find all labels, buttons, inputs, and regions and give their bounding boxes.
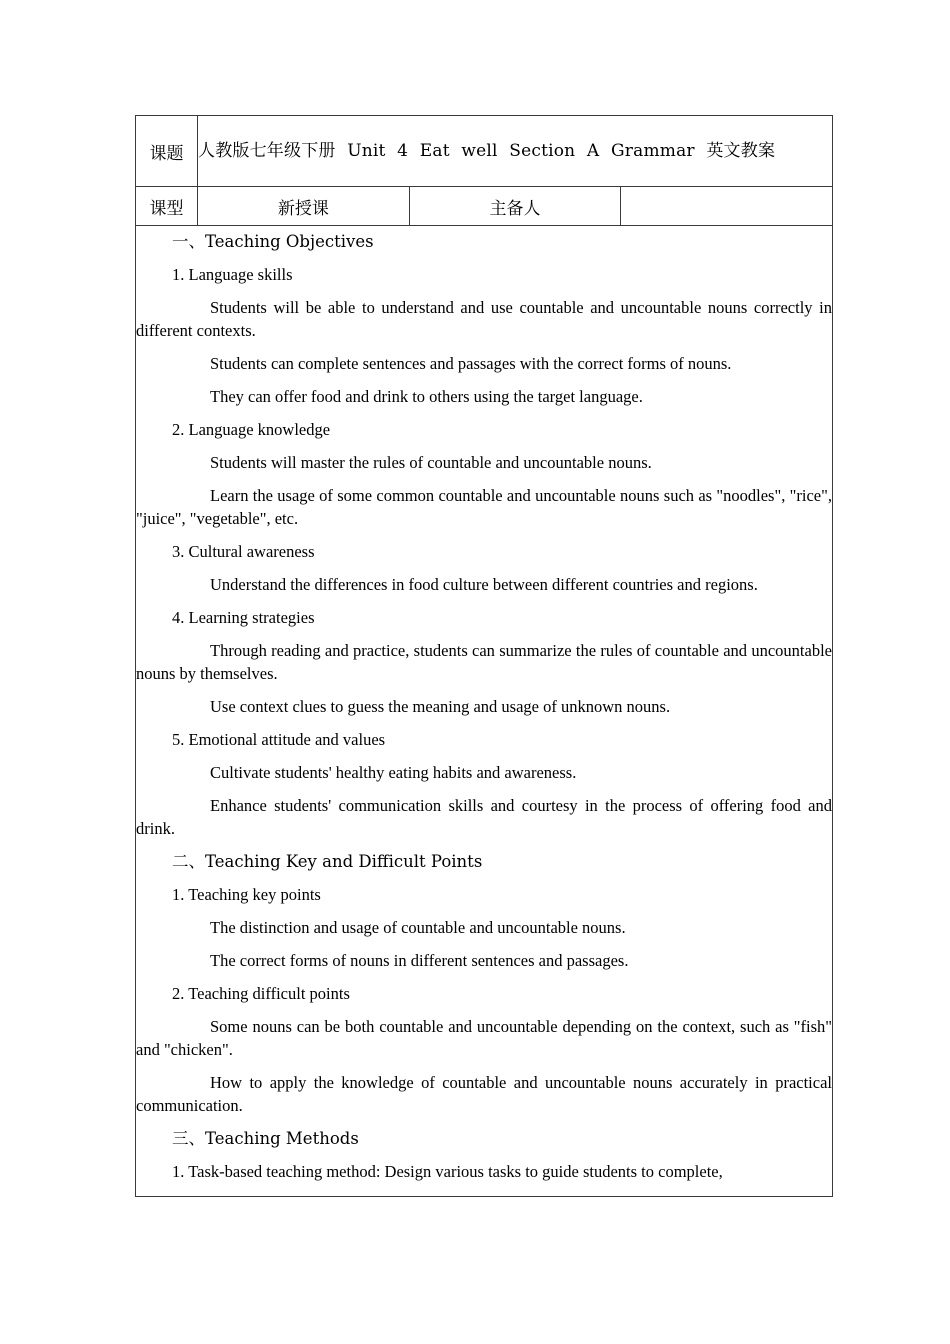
body-paragraph: Enhance students' communication skills and courtesy in the process of offering food and drink.: [136, 796, 832, 838]
body-paragraph: Students can complete sentences and passages with the correct forms of nouns.: [210, 354, 732, 373]
body-paragraph: Use context clues to guess the meaning and usage of unknown nouns.: [210, 697, 671, 716]
section-heading: 三、Teaching Methods: [172, 1129, 359, 1148]
lesson-plan-table: [135, 115, 833, 1197]
list-item: 2. Language knowledge: [172, 420, 331, 439]
body-paragraph: They can offer food and drink to others using the target language.: [210, 387, 643, 406]
list-item: 4. Learning strategies: [172, 608, 315, 627]
list-item: 2. Teaching difficult points: [172, 984, 350, 1003]
list-item: 3. Cultural awareness: [172, 542, 315, 561]
list-item: 1. Teaching key points: [172, 885, 321, 904]
table-row-content: [136, 226, 833, 1197]
list-item: 5. Emotional attitude and values: [172, 730, 386, 749]
body-paragraph: How to apply the knowledge of countable and uncountable nouns accurately in practical communication.: [136, 1073, 832, 1115]
class-type-value-cell: 新授课: [198, 187, 410, 226]
body-paragraph: The correct forms of nouns in different sentences and passages.: [210, 951, 629, 970]
topic-value-cell: 人教版七年级下册 Unit 4 Eat well Section A Grammar 英文教案: [198, 116, 833, 187]
body-paragraph: Some nouns can be both countable and uncountable depending on the context, such as "fish" and "chicken".: [136, 1017, 832, 1059]
topic-label-cell: 课题: [136, 116, 198, 187]
list-item: 1. Task-based teaching method: Design various tasks to guide students to complete,: [172, 1162, 723, 1181]
lesson-content: [136, 230, 832, 1192]
class-type-label-cell: 课型: [136, 187, 198, 226]
table-row-topic: [136, 116, 833, 187]
body-paragraph: Understand the differences in food culture between different countries and regions.: [210, 575, 758, 594]
lesson-content-cell: [136, 226, 833, 1197]
body-paragraph: The distinction and usage of countable and uncountable nouns.: [210, 918, 626, 937]
body-paragraph: Students will master the rules of countable and uncountable nouns.: [210, 453, 652, 472]
body-paragraph: Learn the usage of some common countable and uncountable nouns such as "noodles", "rice", "juice", "vegetable", etc.: [136, 486, 832, 528]
body-paragraph: Students will be able to understand and use countable and uncountable nouns correctly in different contexts.: [136, 298, 832, 340]
section-heading: 一、Teaching Objectives: [172, 232, 374, 251]
table-row-class-type: [136, 187, 833, 226]
section-heading: 二、Teaching Key and Difficult Points: [172, 852, 483, 871]
preparer-label-cell: 主备人: [409, 187, 621, 226]
body-paragraph: Through reading and practice, students can summarize the rules of countable and uncountable nouns by themselves.: [136, 641, 832, 683]
list-item: 1. Language skills: [172, 265, 293, 284]
preparer-value-cell: [621, 187, 833, 226]
body-paragraph: Cultivate students' healthy eating habits and awareness.: [210, 763, 577, 782]
